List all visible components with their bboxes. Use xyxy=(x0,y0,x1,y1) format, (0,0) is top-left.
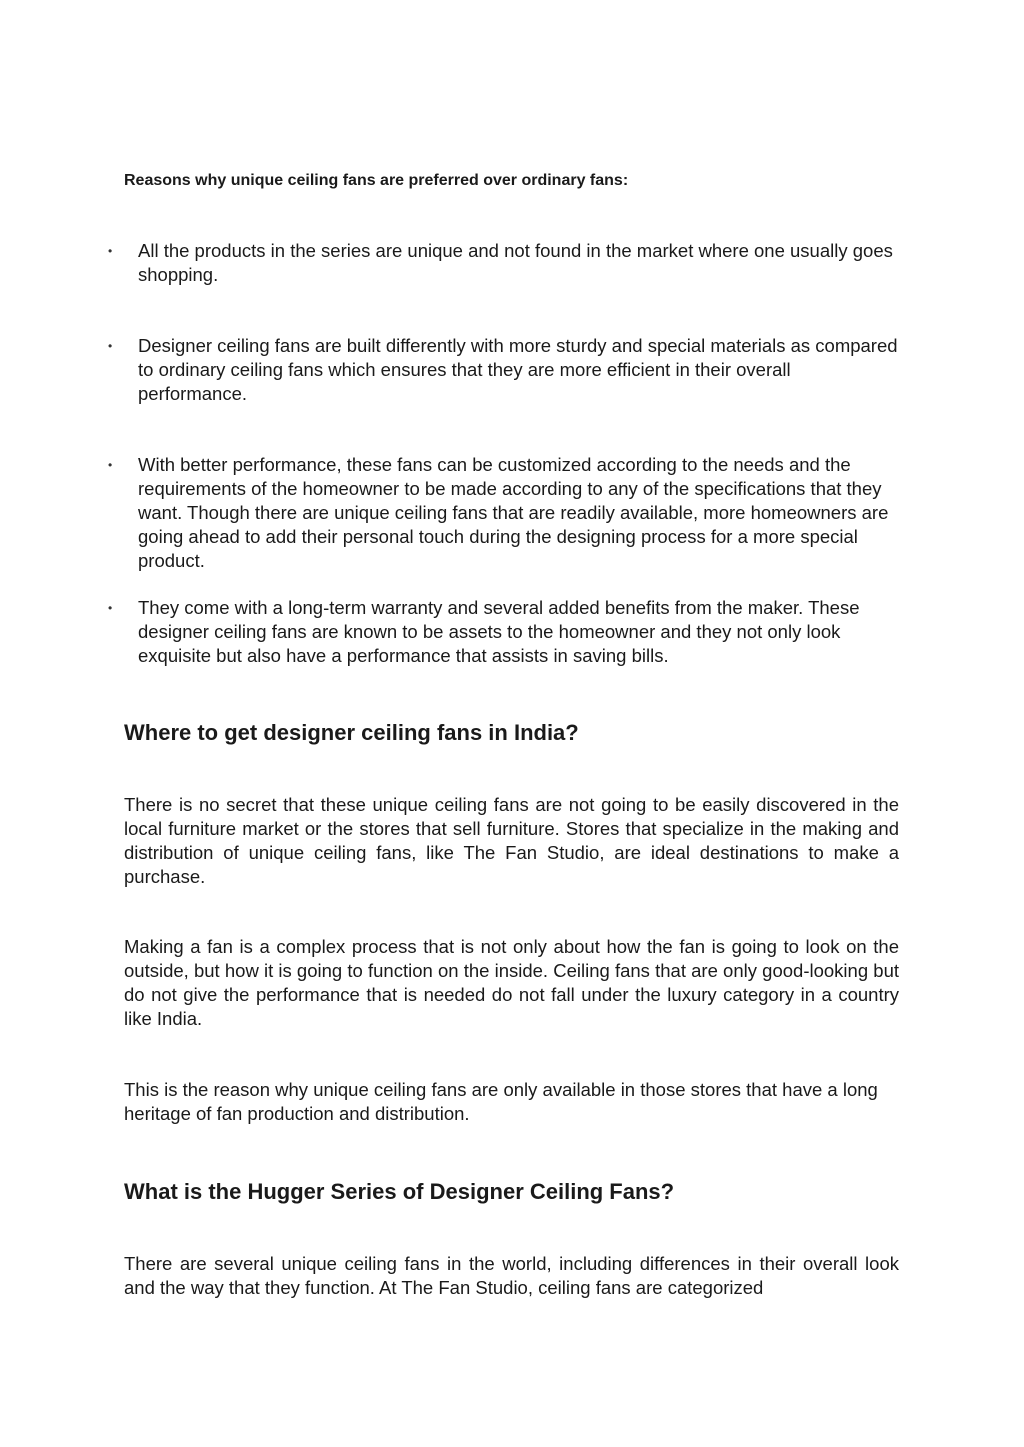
bullet-text: Designer ceiling fans are built differently with more sturdy and special materials as compared to ordinary ceiling fans which ensures that they are more efficient in their overall performance. xyxy=(138,335,898,404)
bullet-dot-icon: • xyxy=(108,339,113,353)
bullet-text: They come with a long-term warranty and several added benefits from the maker. These designer ceiling fans are known to be assets to the homeowner and they not only look exquisite but also have a performance that assists in saving bills. xyxy=(138,597,860,666)
paragraph: There is no secret that these unique ceiling fans are not going to be easily discovered in the local furniture market or the stores that sell furniture. Stores that specialize in the making and distribution of unique ceiling fans, like The Fan Studio, are ideal destinations to make a purchase. xyxy=(124,794,899,887)
bullet-dot-icon: • xyxy=(108,244,113,258)
section-heading-hugger: What is the Hugger Series of Designer Ceiling Fans? xyxy=(124,1179,675,1204)
bullet-text: With better performance, these fans can be customized according to the needs and the requirements of the homeowner to be made according to any of the specifications that they want. Though there are unique ceiling fans that are readily available, more homeowners are going ahead to add their personal touch during the designing process for a more special product. xyxy=(138,454,889,571)
paragraph: This is the reason why unique ceiling fans are only available in those stores that have a long heritage of fan production and distribution. xyxy=(124,1079,878,1124)
section-heading-india: Where to get designer ceiling fans in India? xyxy=(124,720,579,745)
bullet-dot-icon: • xyxy=(108,601,113,615)
paragraph: There are several unique ceiling fans in the world, including differences in their overall look and the way that they function. At The Fan Studio, ceiling fans are categorized xyxy=(124,1253,899,1298)
bullet-text: All the products in the series are unique and not found in the market where one usually goes shopping. xyxy=(138,240,893,285)
bullet-dot-icon: • xyxy=(108,458,113,472)
paragraph: Making a fan is a complex process that is not only about how the fan is going to look on the outside, but how it is going to function on the inside. Ceiling fans that are only good-looking but do not give the performance that is needed do not fall under the luxury category in a country like India. xyxy=(124,936,899,1029)
intro-heading: Reasons why unique ceiling fans are preferred over ordinary fans: xyxy=(124,172,629,189)
